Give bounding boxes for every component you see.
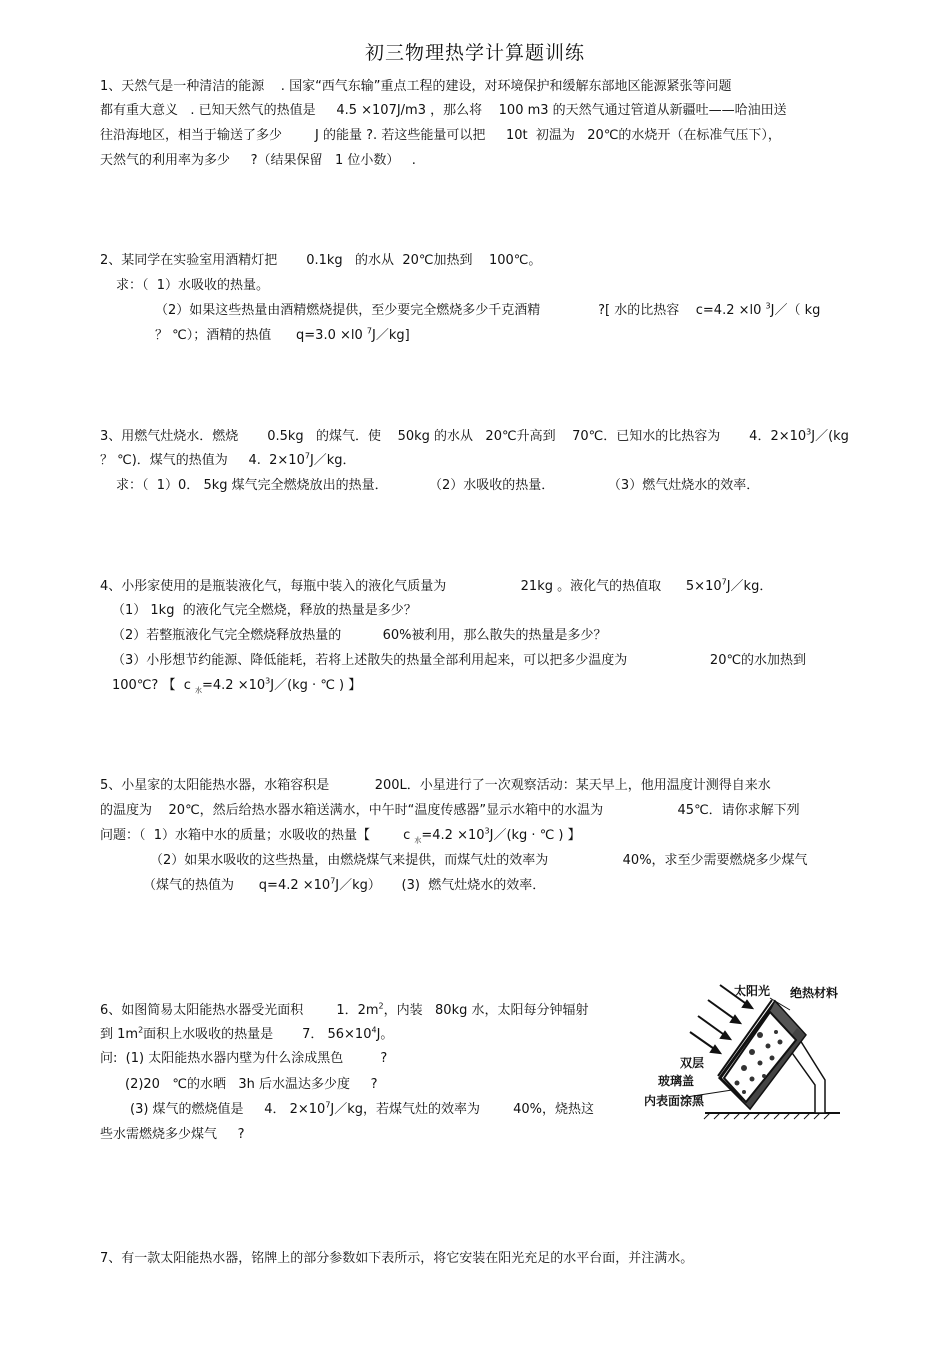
label-sunlight: 太阳光 (734, 984, 771, 998)
label-black-coating: 内表面涂黑 (644, 1094, 705, 1108)
q6-line-1: 6、如图简易太阳能热水器受光面积 1．$2m^2$，内装 80kg 水，太阳每分钟辐射 (100, 1001, 589, 1018)
q5-line-4: （2）如果水吸收的这些热量，由燃烧煤气来提供，而煤气灶的效率为 40%，求至少需要燃烧多少煤气 (150, 853, 808, 868)
q6-line-6: 些水需燃烧多少煤气 ? (100, 1127, 245, 1142)
q3-line-2: ？ ℃)．煤气的热值为 4. $2\times 10^7J/kg$． (100, 451, 356, 468)
q2-line-4: ？ ℃）；酒精的热值 q=3.0 ×l0 $^7$J／kg] (155, 326, 410, 343)
q3-line-1: 3、用燃气灶烧水．燃烧 0.5kg 的煤气．使 50kg 的水从 20℃升高到 70℃．已知水的比热容为 4．$2\times 10^3J/(kg$ (100, 427, 849, 444)
solar-heater-figure (640, 980, 860, 1120)
q6-line-4: (2)20 ℃的水晒 3h 后水温达多少度 ? (125, 1077, 378, 1092)
q4-line-2: （1） 1kg 的液化气完全燃烧，释放的热量是多少？ (112, 603, 417, 618)
q4-line-3: （2）若整瓶液化气完全燃烧释放热量的 60%被利用，那么散失的热量是多少？ (112, 628, 607, 643)
q4-line-4: （3）小彤想节约能源、降低能耗，若将上述散失的热量全部利用起来，可以把多少温度为 20℃的水加热到 (112, 653, 807, 668)
q6-line-3: 问: (1) 太阳能热水器内壁为什么涂成黑色 ? (100, 1051, 388, 1066)
q5-line-3: 问题：（ 1）水箱中水的质量；水吸收的热量【 c $_水=4.2 \times 10^3J/(kg$ · ℃ ) 】 (100, 826, 581, 845)
support-stand (790, 1040, 825, 1113)
q1-line-2: 都有重大意义 . 已知天然气的热值是 4.5 ×107J/m3 ，那么将 100 m3 的天然气通过管道从新疆吐——哈油田送 (100, 103, 787, 118)
q5-line-2: 的温度为 20℃，然后给热水器水箱送满水，中午时“温度传感器”显示水箱中的水温为 45℃．请你求解下列 (100, 803, 800, 818)
q6-line-5: (3) 煤气的燃烧值是 4． $2\times 10^7J/kg$，若煤气灶的效率为 40%，烧热这 (130, 1100, 594, 1117)
q1-line-4: 天然气的利用率为多少 ?（结果保留 1 位小数） . (100, 153, 416, 168)
q2-line-1: 2、某同学在实验室用酒精灯把 0.1kg 的水从 20℃加热到 100℃。 (100, 253, 542, 268)
label-insulation: 绝热材料 (790, 986, 839, 1000)
q2-line-3: （2）如果这些热量由酒精燃烧提供，至少要完全燃烧多少千克酒精 ?[ 水的比热容 c=4.2 ×l0 $^3$J／（ kg (155, 301, 821, 318)
label-double-layer: 双层 (680, 1056, 705, 1070)
q2-line-2: 求：（ 1）水吸收的热量。 (116, 278, 270, 293)
q4-line-5: 100℃? 【 c $_水=4.2 \times 10^3J/(kg$ · ℃ ) 】 (112, 676, 362, 695)
q3-line-3: 求：（ 1）0． 5kg 煤气完全燃烧放出的热量． （2）水吸收的热量． （3）燃气灶烧水的效率． (116, 478, 760, 493)
q1-line-1: 1、天然气是一种清洁的能源 . 国家“西气东输”重点工程的建设，对环境保护和缓解东部地区能源紧张等问题 (100, 79, 732, 94)
page-title: 初三物理热学计算题训练 (364, 42, 585, 64)
q5-line-1: 5、小星家的太阳能热水器，水箱容积是 200L．小星进行了一次观察活动：某天早上，他用温度计测得自来水 (100, 778, 771, 793)
q5-line-5: （煤气的热值为 $q=4.2 \times 10^7J/kg$） (3) 燃气灶烧水的效率． (143, 876, 546, 893)
q1-line-3: 往沿海地区，相当于输送了多少 J 的能量 ?. 若这些能量可以把 10t 初温为 20℃的水烧开（在标准气压下）， (100, 128, 781, 143)
label-glass-cover: 玻璃盖 (658, 1074, 695, 1088)
q4-line-1: 4、小彤家使用的是瓶装液化气，每瓶中装入的液化气质量为 21kg 。液化气的热值取 $5\times 10^7J/kg$． (100, 577, 773, 594)
q7-line-1: 7、有一款太阳能热水器，铭牌上的部分参数如下表所示，将它安装在阳光充足的水平台面，并注满水。 (100, 1251, 694, 1266)
q6-line-2: 到 $1m^2$面积上水吸收的热量是 7． $56\times 10^4J$。 (100, 1025, 394, 1042)
